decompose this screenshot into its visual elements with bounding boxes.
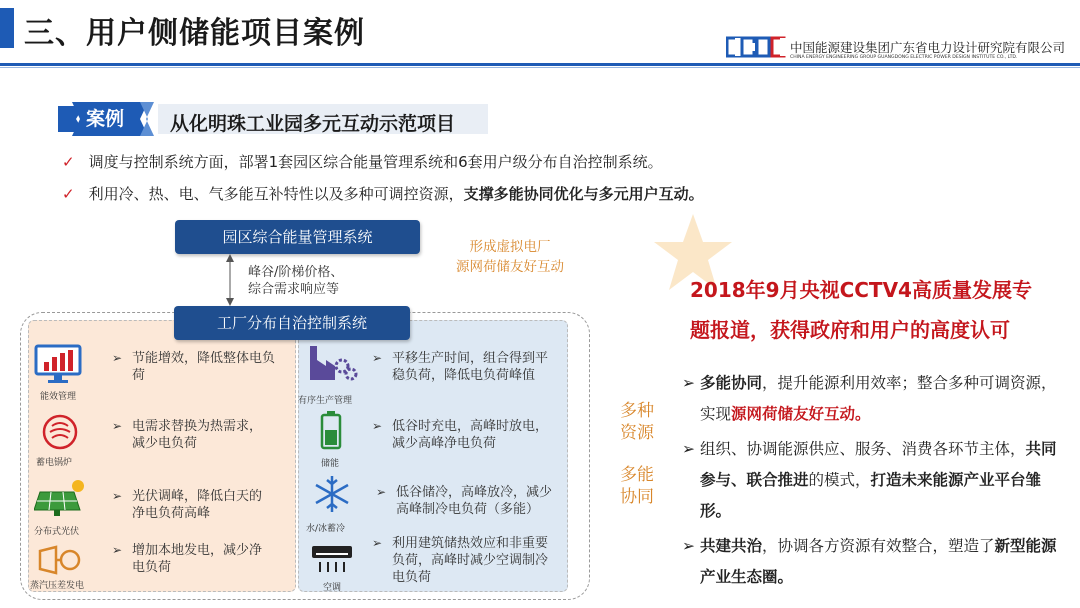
right-item-3-text xyxy=(376,484,568,518)
right-bullet-1 xyxy=(682,368,1060,430)
right-bullet-1-highlight: 源网荷储友好互动。 xyxy=(731,405,871,423)
icon-caption: 储能 xyxy=(321,459,340,469)
snowflake-icon xyxy=(312,474,352,514)
right-bullet-1-text: ，提升能源利用效率；整合多种可调资源，实现 xyxy=(700,374,1057,423)
side-label-line: 资源 xyxy=(620,423,654,443)
right-bullet-2-text: 的模式， xyxy=(808,471,871,489)
bullet-2 xyxy=(62,183,704,204)
right-bullet-2 xyxy=(682,434,1060,527)
multi-energy-label xyxy=(620,464,654,508)
left-item-1-line: 节能增效，降低整体电负 xyxy=(132,351,276,366)
virtual-text-line-2: 源网荷储友好互动 xyxy=(456,259,564,275)
arrow-bullet-icon: ➢ xyxy=(372,536,383,550)
icon-caption: 空调 xyxy=(323,583,342,593)
icon-caption: 蓄电锅炉 xyxy=(36,458,73,468)
right-item-1-text xyxy=(372,350,568,384)
connector-arrows-icon xyxy=(224,254,236,306)
side-label-line: 多种 xyxy=(620,401,654,421)
right-item-3-line: 高峰制冷电负荷（多能） xyxy=(396,502,540,517)
right-item-4-line: 电负荷 xyxy=(392,570,432,585)
right-bullet-3-text: ，协调各方资源有效整合，塑造了 xyxy=(762,537,995,555)
arrow-bullet-icon: ➢ xyxy=(112,419,123,433)
arrow-bullet-icon: ➢ xyxy=(112,543,123,557)
bullet-1 xyxy=(62,151,663,172)
case-title: 从化明珠工业园多元互动示范项目 xyxy=(170,113,456,135)
icon-caption: 蒸汽压差发电 xyxy=(30,581,85,591)
header-divider-thin xyxy=(0,67,1080,68)
right-item-3-line: 低谷储冷，高峰放冷，减少 xyxy=(396,485,553,500)
right-item-4-line: 负荷，高峰时减少空调制冷 xyxy=(392,553,549,568)
page-title: 三、用户侧储能项目案例 xyxy=(24,16,365,51)
arrow-bullet-icon: ➢ xyxy=(112,351,123,365)
virtual-text-line-1: 形成虚拟电厂 xyxy=(469,239,551,255)
middle-text-line-1: 峰谷/阶梯价格、 xyxy=(248,265,344,280)
right-item-2-line: 减少高峰净电负荷 xyxy=(392,436,497,451)
air-conditioner-icon xyxy=(310,544,354,574)
left-item-4-text xyxy=(112,542,292,576)
right-bullet-2-text: 组织、协调能源供应、服务、消费各环节主体， xyxy=(700,440,1026,458)
left-item-3-line: 净电负荷高峰 xyxy=(132,506,211,521)
cctv-line-1: 2018年9月央视CCTV4高质量发展专 xyxy=(690,278,1032,302)
left-item-1-line: 荷 xyxy=(132,368,146,383)
icon-caption: 水/冰蓄冷 xyxy=(306,524,346,534)
right-bullet-2-bold: 打造未来能源产业平台雏形。 xyxy=(700,471,1042,520)
cctv-line-2: 题报道，获得政府和用户的高度认可 xyxy=(690,318,1010,342)
battery-icon xyxy=(320,410,342,450)
company-logo-icon xyxy=(726,34,786,60)
left-item-4-line: 增加本地发电，减少净 xyxy=(132,543,263,558)
left-item-2-text xyxy=(112,418,292,452)
middle-text-line-2: 综合需求响应等 xyxy=(248,282,340,297)
left-item-3-text xyxy=(112,488,292,522)
heat-pump-icon xyxy=(40,412,80,452)
park-energy-management-box: 园区综合能量管理系统 xyxy=(175,220,420,254)
right-bullet-1-bold: 多能协同 xyxy=(700,374,763,392)
left-item-4-line: 电负荷 xyxy=(132,560,172,575)
monitor-chart-icon xyxy=(34,344,88,384)
check-icon: ✓ xyxy=(62,153,75,171)
arrow-bullet-icon: ➢ xyxy=(682,440,695,458)
left-item-1-text xyxy=(112,350,292,384)
right-item-4-text xyxy=(372,535,568,586)
solar-panel-icon xyxy=(34,478,88,518)
price-response-text xyxy=(248,264,343,298)
arrow-bullet-icon: ➢ xyxy=(372,351,383,365)
org-name-en: CHINA ENERGY ENGINEERING GROUP GUANGDONG ELECTRIC POWER DESIGN INSTITUTE CO., LTD. xyxy=(790,55,1018,60)
right-bullet-3-bold: 共建共治 xyxy=(700,537,763,555)
left-item-2-line: 电需求替换为热需求， xyxy=(132,419,263,434)
side-label-line: 协同 xyxy=(620,487,654,507)
left-item-3-line: 光伏调峰，降低白天的 xyxy=(132,489,263,504)
bullet-2-text: 利用冷、热、电、气多能互补特性以及多种可调控资源， xyxy=(88,185,464,203)
arrow-bullet-icon: ➢ xyxy=(682,537,695,555)
factory-gear-icon xyxy=(308,342,358,384)
header-divider xyxy=(0,63,1080,66)
case-label: 案例 xyxy=(86,108,125,130)
bullet-1-text: 调度与控制系统方面，部署1套园区综合能量管理系统和6套用户级分布自治控制系统。 xyxy=(88,153,663,171)
bullet-2-bold: 支撑多能协同优化与多元用户互动。 xyxy=(463,185,704,203)
factory-control-box: 工厂分布自治控制系统 xyxy=(174,306,410,340)
right-item-1-line: 稳负荷，降低电负荷峰值 xyxy=(392,368,536,383)
arrow-bullet-icon: ➢ xyxy=(682,374,695,392)
arrow-bullet-icon: ➢ xyxy=(376,485,387,499)
right-item-2-text xyxy=(372,418,568,452)
icon-caption: 有序生产管理 xyxy=(298,396,353,406)
icon-caption: 分布式光伏 xyxy=(34,527,80,537)
side-label-line: 多能 xyxy=(620,465,654,485)
steam-generator-icon xyxy=(36,545,84,575)
arrow-bullet-icon: ➢ xyxy=(372,419,383,433)
right-bullet-2-bold: 共同参与、联合推进 xyxy=(700,440,1057,489)
left-item-2-line: 减少电负荷 xyxy=(132,436,198,451)
arrow-bullet-icon: ➢ xyxy=(112,489,123,503)
virtual-plant-text xyxy=(456,237,564,277)
title-accent-bar xyxy=(0,8,14,48)
right-item-2-line: 低谷时充电，高峰时放电， xyxy=(392,419,549,434)
right-item-1-line: 平移生产时间，组合得到平 xyxy=(392,351,549,366)
right-item-4-line: 利用建筑储热效应和非重要 xyxy=(392,536,549,551)
multi-resource-label xyxy=(620,400,654,444)
org-name-cn: 中国能源建设集团广东省电力设计研究院有限公司 xyxy=(790,40,1066,55)
right-bullet-3 xyxy=(682,531,1060,593)
icon-caption: 能效管理 xyxy=(40,392,77,402)
right-bullet-3-bold: 新型能源产业生态圈。 xyxy=(700,537,1057,586)
check-icon: ✓ xyxy=(62,185,75,203)
